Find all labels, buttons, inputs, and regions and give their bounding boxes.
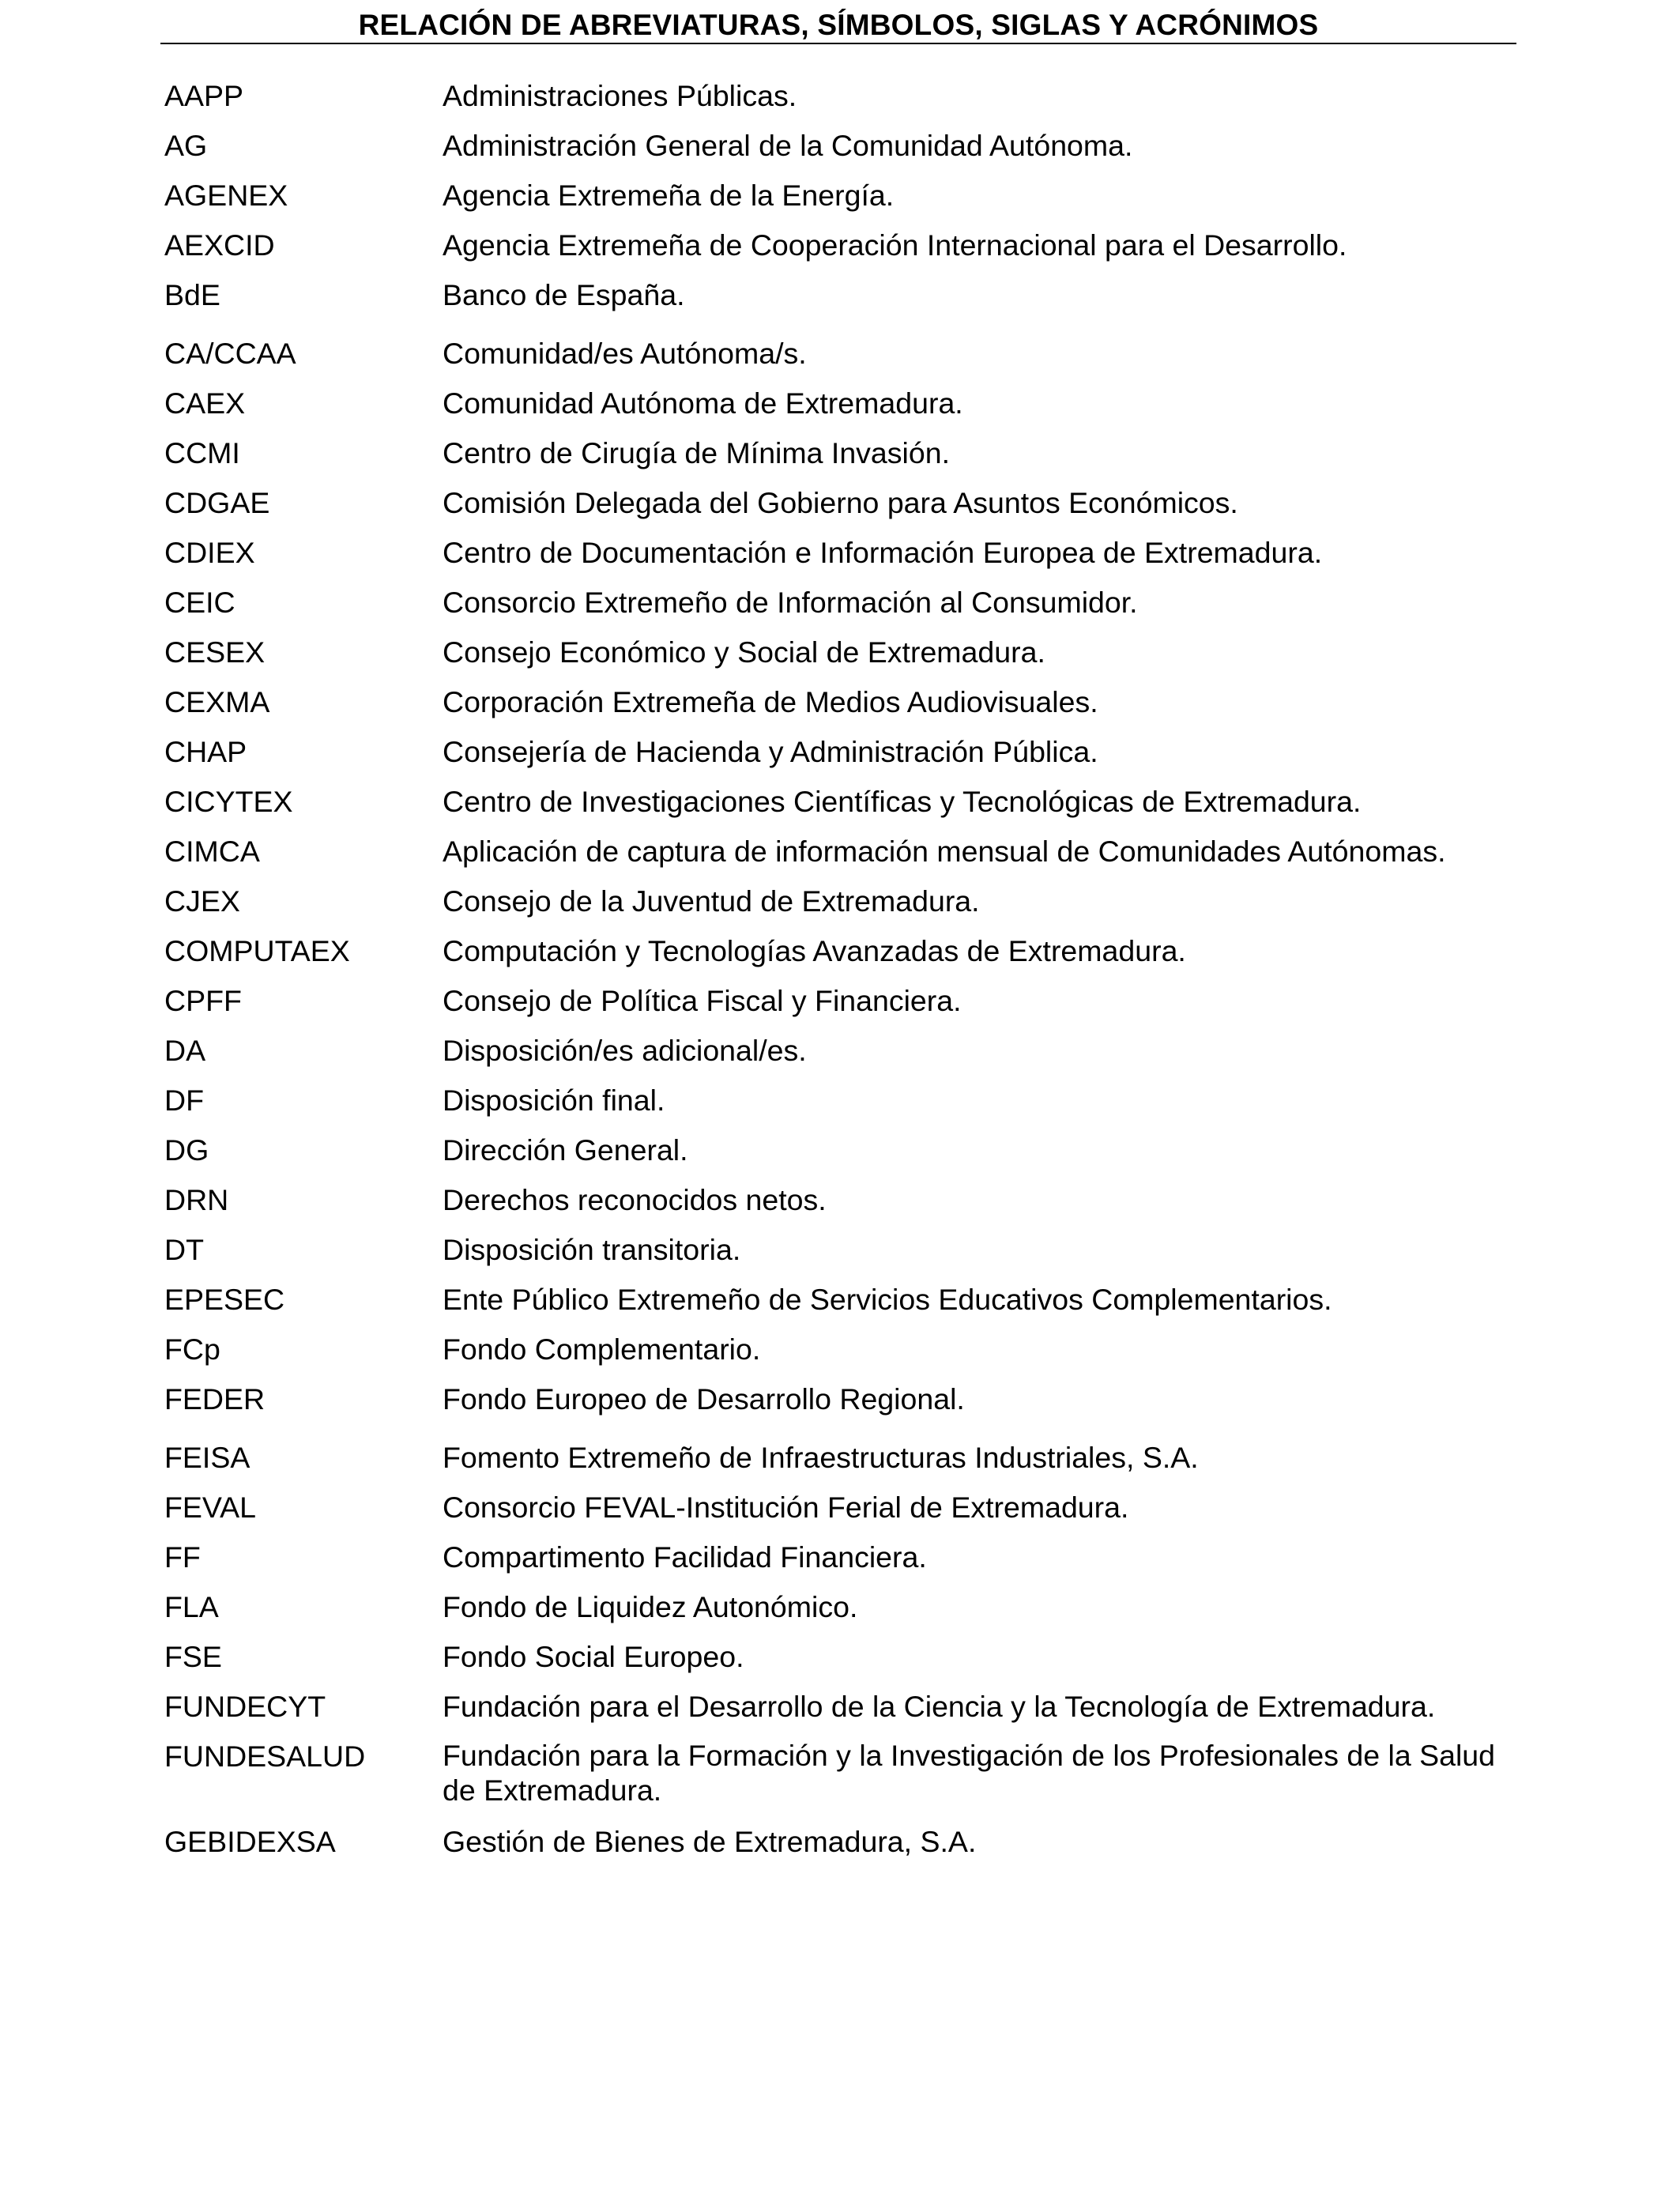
abbreviation-meaning: Disposición final.	[443, 1084, 665, 1117]
abbreviation: FUNDESALUD	[164, 1740, 366, 1773]
list-item	[164, 933, 1524, 982]
abbreviation: DA	[164, 1034, 206, 1067]
list-item	[164, 733, 1524, 783]
abbreviation-meaning: Agencia Extremeña de la Energía.	[443, 179, 895, 212]
abbreviation-meaning: Banco de España.	[443, 278, 685, 311]
list-item	[164, 833, 1524, 883]
abbreviation: BdE	[164, 278, 220, 311]
abbreviation-meaning: Derechos reconocidos netos.	[443, 1183, 827, 1216]
abbreviation: GEBIDEXSA	[164, 1825, 336, 1858]
abbreviation-meaning: Fondo Social Europeo.	[443, 1640, 744, 1673]
list-item	[164, 227, 1524, 277]
abbreviation-meaning: Centro de Cirugía de Mínima Invasión.	[443, 436, 950, 469]
abbreviation-meaning: Consejo Económico y Social de Extremadura.	[443, 635, 1045, 669]
abbreviation-meaning: Compartimento Facilidad Financiera.	[443, 1540, 927, 1574]
list-item	[164, 584, 1524, 634]
abbreviation: FSE	[164, 1640, 222, 1673]
abbreviation-meaning: Disposición transitoria.	[443, 1233, 741, 1266]
abbreviation: CIMCA	[164, 835, 260, 868]
abbreviation-meaning: Computación y Tecnologías Avanzadas de Extremadura.	[443, 934, 1186, 967]
list-item	[164, 1489, 1524, 1539]
abbreviation: DT	[164, 1233, 204, 1266]
abbreviation: DG	[164, 1133, 209, 1167]
list-item	[164, 1539, 1524, 1589]
abbreviation: CDIEX	[164, 536, 255, 569]
abbreviation: CJEX	[164, 884, 240, 918]
page-title: RELACIÓN DE ABREVIATURAS, SÍMBOLOS, SIGLAS Y ACRÓNIMOS	[358, 9, 1319, 41]
list-item	[164, 177, 1524, 227]
abbreviation: AEXCID	[164, 228, 275, 262]
abbreviation-meaning: Fomento Extremeño de Infraestructuras Industriales, S.A.	[443, 1441, 1199, 1474]
abbreviation-meaning: Administración General de la Comunidad Autónoma.	[443, 129, 1133, 162]
list-item	[164, 1132, 1524, 1182]
abbreviation-meaning: Consejería de Hacienda y Administración Pública.	[443, 735, 1098, 768]
list-item	[164, 1281, 1524, 1331]
abbreviation-meaning: Consejo de Política Fiscal y Financiera.	[443, 984, 962, 1017]
list-item	[164, 1381, 1524, 1431]
abbreviation-meaning: Disposición/es adicional/es.	[443, 1034, 807, 1067]
list-item	[164, 385, 1524, 435]
abbreviation: FCp	[164, 1333, 220, 1366]
abbreviation: DRN	[164, 1183, 229, 1216]
abbreviation-meaning: Consejo de la Juventud de Extremadura.	[443, 884, 980, 918]
list-item	[164, 1638, 1524, 1688]
abbreviation: FEDER	[164, 1382, 266, 1416]
abbreviation: FEVAL	[164, 1491, 257, 1524]
list-item	[164, 1231, 1524, 1281]
abbreviation-meaning: Fondo Complementario.	[443, 1333, 761, 1366]
abbreviation: FLA	[164, 1590, 219, 1623]
title-underline	[160, 43, 1516, 44]
abbreviation-meaning: Fundación para el Desarrollo de la Ciencia y la Tecnología de Extremadura.	[443, 1690, 1436, 1723]
list-item	[164, 634, 1524, 684]
abbreviation: COMPUTAEX	[164, 934, 350, 967]
list-item	[164, 1589, 1524, 1638]
list-item	[164, 1082, 1524, 1132]
abbreviation: AG	[164, 129, 208, 162]
abbreviation: EPESEC	[164, 1283, 285, 1316]
abbreviation: FF	[164, 1540, 201, 1574]
abbreviation-meaning: Fondo de Liquidez Autonómico.	[443, 1590, 858, 1623]
abbreviation-meaning: Corporación Extremeña de Medios Audiovisuales.	[443, 685, 1098, 718]
abbreviation-meaning: Consorcio Extremeño de Información al Consumidor.	[443, 586, 1138, 619]
list-item	[164, 1331, 1524, 1381]
list-item	[164, 1688, 1524, 1738]
abbreviation-meaning: Administraciones Públicas.	[443, 79, 797, 112]
abbreviation: AAPP	[164, 79, 244, 112]
list-item	[164, 883, 1524, 933]
list-item	[164, 1439, 1524, 1489]
abbreviation-meaning: Aplicación de captura de información mensual de Comunidades Autónomas.	[443, 835, 1446, 868]
list-item	[164, 277, 1524, 326]
abbreviation: CEXMA	[164, 685, 270, 718]
abbreviation: FEISA	[164, 1441, 250, 1474]
abbreviation: CHAP	[164, 735, 247, 768]
abbreviation: FUNDECYT	[164, 1690, 326, 1723]
abbreviation: CEIC	[164, 586, 235, 619]
abbreviation-meaning: Consorcio FEVAL-Institución Ferial de Extremadura.	[443, 1491, 1129, 1524]
list-item	[164, 484, 1524, 534]
abbreviation: AGENEX	[164, 179, 288, 212]
abbreviation-meaning: Agencia Extremeña de Cooperación Internacional para el Desarrollo.	[443, 228, 1347, 262]
abbreviation: CICYTEX	[164, 785, 293, 818]
abbreviation-meaning: Gestión de Bienes de Extremadura, S.A.	[443, 1825, 977, 1858]
list-item	[164, 1738, 1524, 1823]
abbreviation-meaning: Dirección General.	[443, 1133, 688, 1167]
abbreviation-list	[164, 77, 1524, 1873]
list-item	[164, 1032, 1524, 1082]
abbreviation-meaning: Centro de Documentación e Información Europea de Extremadura.	[443, 536, 1323, 569]
abbreviation: CESEX	[164, 635, 266, 669]
abbreviation-meaning: Fundación para la Formación y la Investigación de los Profesionales de la Salud de Extremadura.	[443, 1739, 1496, 1807]
abbreviation: DF	[164, 1084, 204, 1117]
abbreviation-meaning: Ente Público Extremeño de Servicios Educativos Complementarios.	[443, 1283, 1332, 1316]
list-item	[164, 534, 1524, 584]
list-item	[164, 1823, 1524, 1873]
abbreviation-meaning: Comisión Delegada del Gobierno para Asuntos Económicos.	[443, 486, 1238, 519]
list-item	[164, 982, 1524, 1032]
list-item	[164, 127, 1524, 177]
list-item	[164, 77, 1524, 127]
list-item	[164, 1182, 1524, 1231]
list-item	[164, 684, 1524, 733]
abbreviation: CA/CCAA	[164, 337, 296, 370]
list-item	[164, 783, 1524, 833]
list-item	[164, 435, 1524, 484]
abbreviation-meaning: Fondo Europeo de Desarrollo Regional.	[443, 1382, 965, 1416]
abbreviation: CCMI	[164, 436, 240, 469]
abbreviation: CDGAE	[164, 486, 270, 519]
abbreviation-meaning: Centro de Investigaciones Científicas y Tecnológicas de Extremadura.	[443, 785, 1362, 818]
abbreviation: CAEX	[164, 386, 246, 420]
abbreviation-meaning: Comunidad/es Autónoma/s.	[443, 337, 807, 370]
abbreviation-meaning: Comunidad Autónoma de Extremadura.	[443, 386, 963, 420]
abbreviation: CPFF	[164, 984, 242, 1017]
list-item	[164, 335, 1524, 385]
